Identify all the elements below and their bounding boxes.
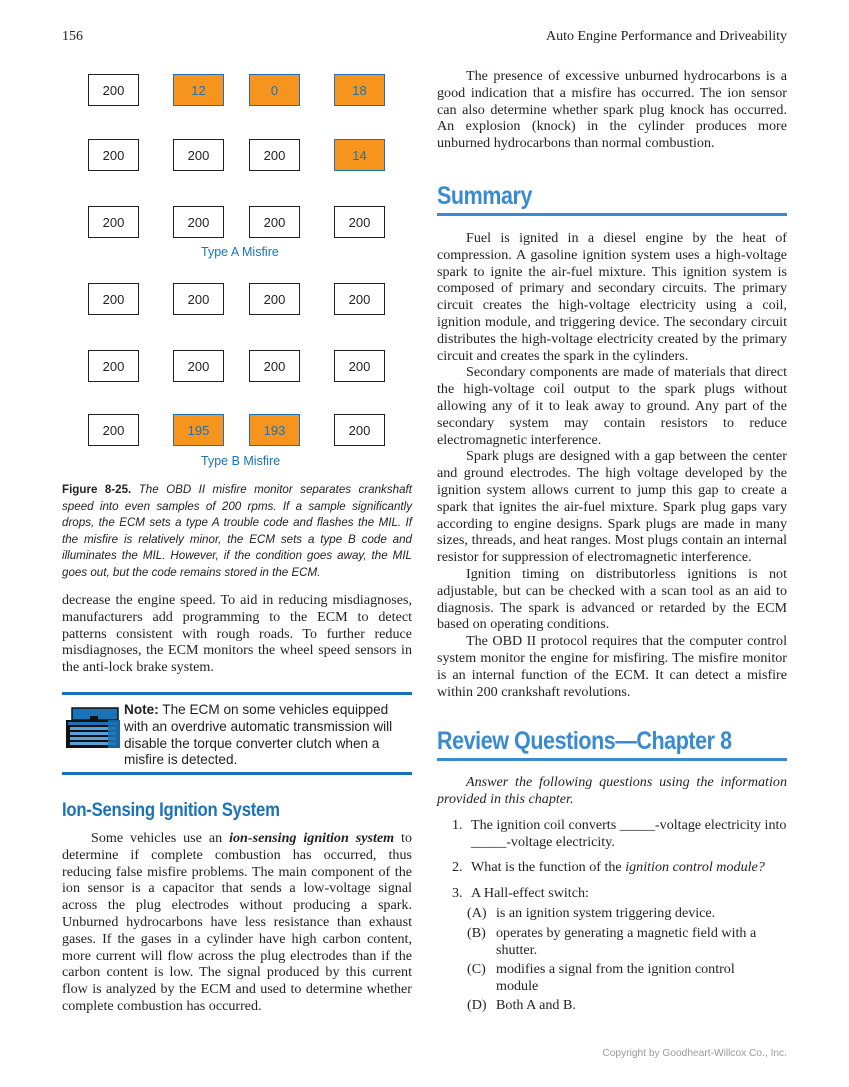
summary-heading: Summary xyxy=(437,182,532,210)
hydrocarbon-paragraph xyxy=(437,68,787,152)
rpm-sample-type-b: 200 xyxy=(88,283,139,315)
question-3 xyxy=(452,885,792,902)
copyright-footer: Copyright by Goodheart-Willcox Co., Inc. xyxy=(602,1048,787,1059)
hydrocarbon-text: The presence of excessive unburned hydrocarbons is a good indication that a misfire has occurred. The ion sensor can also determine whether spark plug knock has occurred. An explosion (knock) in the cylinder produces more unburned hydrocarbons than normal combustion. xyxy=(437,68,787,152)
rpm-sample-drop-type-a: 18 xyxy=(334,74,385,106)
figure-caption-label: Figure 8-25. xyxy=(62,483,132,496)
ion-para-lead: Some vehicles use an xyxy=(91,830,230,846)
note-top-rule xyxy=(62,692,412,695)
type-b-label: Type B Misfire xyxy=(201,454,281,468)
option-c-text: modifies a signal from the ignition control module xyxy=(496,961,735,994)
option-b-label: (B) xyxy=(467,925,486,941)
question-3-number: 3. xyxy=(452,885,463,901)
option-d-label: (D) xyxy=(467,997,487,1013)
rpm-sample-type-b: 200 xyxy=(88,414,139,446)
note-bottom-rule xyxy=(62,772,412,775)
note-body: The ECM on some vehicles equipped with an overdrive automatic transmission will disable the torque converter clutch when a misfire is detected. xyxy=(124,702,393,768)
question-1-line-1: The ignition coil converts _____-voltage electricity into xyxy=(471,817,787,833)
figure-caption-text: The OBD II misfire monitor separates crankshaft speed into even samples of 200 rpms. If a sample significantly drops, the ECM sets a type A trouble code and flashes the MIL. If the misfire is relatively minor, the ECM sets a type B code and illuminates the MIL. However, if the condition goes away, the MIL goes out, but the code remains stored in the ECM. xyxy=(62,483,412,579)
rpm-sample-drop-type-a: 12 xyxy=(173,74,224,106)
summary-para-2: Secondary components are made of materials that direct the high-voltage coil output to the spark plugs without allowing any of it to leak away to ground. Any part of the secondary system may contain resistors to reduce electromagnetic interference. xyxy=(437,364,787,448)
note-box xyxy=(62,692,412,775)
rpm-sample-type-a: 200 xyxy=(88,206,139,238)
note-text xyxy=(124,702,404,769)
question-2-italic: ignition control module? xyxy=(625,859,765,875)
rpm-sample-type-a: 200 xyxy=(334,206,385,238)
question-2-lead: What is the function of the xyxy=(471,859,626,875)
misdiagnosis-text: decrease the engine speed. To aid in reducing misdiagnoses, manufacturers add programming to the ECM to detect patterns consistent with rough roads. To further reduce misdiagnoses, the ECM monitors the wheel speed sensors in the anti-lock brake system. xyxy=(62,592,412,676)
question-1 xyxy=(452,817,792,851)
summary-para-4: Ignition timing on distributorless ignitions is not adjustable, but can be checked with a scan tool as an aid to diagnosis. The spark is advanced or retarded by the ECM based on operating conditions. xyxy=(437,565,787,633)
rpm-sample-drop-type-b: 195 xyxy=(173,414,224,446)
rpm-sample-type-b: 200 xyxy=(173,283,224,315)
question-1-line-2: _____-voltage electricity. xyxy=(471,834,615,850)
figure-caption xyxy=(62,482,412,582)
question-2-number: 2. xyxy=(452,859,463,875)
option-b-text: operates by generating a magnetic field with a shutter. xyxy=(496,925,757,958)
question-1-number: 1. xyxy=(452,817,463,833)
rpm-sample-type-b: 200 xyxy=(334,283,385,315)
summary-para-3: Spark plugs are designed with a gap between the center and ground electrodes. The high voltage developed by the ignition system allows current to jump this gap to create a spark that ignites the air-fuel mixture. Spark plug gaps vary according to engine designs. Spark plugs are made in many sizes, threads, and heat ranges. Most plugs contain an internal resistor for suppression of electromagnetic interference. xyxy=(437,448,787,566)
question-3-text: A Hall-effect switch: xyxy=(471,885,589,901)
type-a-label: Type A Misfire xyxy=(201,245,279,259)
rpm-sample-type-a: 200 xyxy=(249,206,300,238)
rpm-sample-type-a: 200 xyxy=(173,139,224,171)
book-title: Auto Engine Performance and Driveability xyxy=(545,29,787,44)
review-intro xyxy=(437,774,787,808)
rpm-sample-type-b: 200 xyxy=(249,350,300,382)
option-a-text: is an ignition system triggering device. xyxy=(496,905,716,921)
rpm-sample-type-b: 200 xyxy=(334,350,385,382)
option-d-text: Both A and B. xyxy=(496,997,576,1013)
rpm-sample-drop-type-b: 193 xyxy=(249,414,300,446)
question-2-text xyxy=(471,859,765,876)
misdiagnosis-paragraph xyxy=(62,592,412,676)
summary-para-1: Fuel is ignited in a diesel engine by the heat of compression. A gasoline ignition system uses a high-voltage spark to ignite the air-fuel mixture. This ignition system is composed of primary and secondary circuits. The primary circuit creates the high-voltage electricity using a coil, ignition module, and triggering device. The secondary circuit distributes the high-voltage electricity created by the primary circuit and creates the spark in the cylinders. xyxy=(437,230,787,364)
ion-para-rest: to determine if complete combustion has occurred, thus reducing false misfire problems. The main component of the ion sensor is a capacitor that sends a low-voltage signal across the plug electrodes without producing a spark. Unburned hydrocarbons have less resistance than exhaust gases. If the gases in a cylinder have high carbon content, more current will flow across the plug electrodes than if the carbon content is low. The signal produced by this current flow is analyzed by the ECM and used to determine whether complete combustion has occurred. xyxy=(62,830,412,1014)
question-2 xyxy=(452,859,792,876)
rpm-sample-type-b: 200 xyxy=(173,350,224,382)
note-label: Note: xyxy=(124,702,159,717)
ion-sensing-paragraph xyxy=(62,830,412,1015)
ion-para-term: ion-sensing ignition system xyxy=(229,830,395,846)
review-intro-text: Answer the following questions using the information provided in this chapter. xyxy=(437,774,787,807)
ion-sensing-heading: Ion-Sensing Ignition System xyxy=(62,800,280,821)
review-questions-heading: Review Questions—Chapter 8 xyxy=(437,727,732,755)
option-c-label: (C) xyxy=(467,961,486,977)
review-rule xyxy=(437,758,787,761)
summary-rule xyxy=(437,213,787,216)
option-a-label: (A) xyxy=(467,905,487,921)
rpm-sample-drop-type-a: 0 xyxy=(249,74,300,106)
rpm-sample-drop-type-a: 14 xyxy=(334,139,385,171)
rpm-sample-type-b: 200 xyxy=(249,283,300,315)
summary-body xyxy=(437,230,787,700)
rpm-sample-type-b: 200 xyxy=(88,350,139,382)
rpm-sample-type-b: 200 xyxy=(334,414,385,446)
toolbox-icon xyxy=(64,706,122,755)
summary-para-5: The OBD II protocol requires that the computer control system monitor the engine for misfiring. The misfire monitor is an internal function of the ECM. It can detect a misfire within 200 crankshaft revolutions. xyxy=(437,633,787,700)
rpm-sample-type-a: 200 xyxy=(88,139,139,171)
rpm-sample-type-a: 200 xyxy=(173,206,224,238)
rpm-sample-type-a: 200 xyxy=(88,74,139,106)
rpm-sample-type-a: 200 xyxy=(249,139,300,171)
page-number: 156 xyxy=(62,29,83,44)
